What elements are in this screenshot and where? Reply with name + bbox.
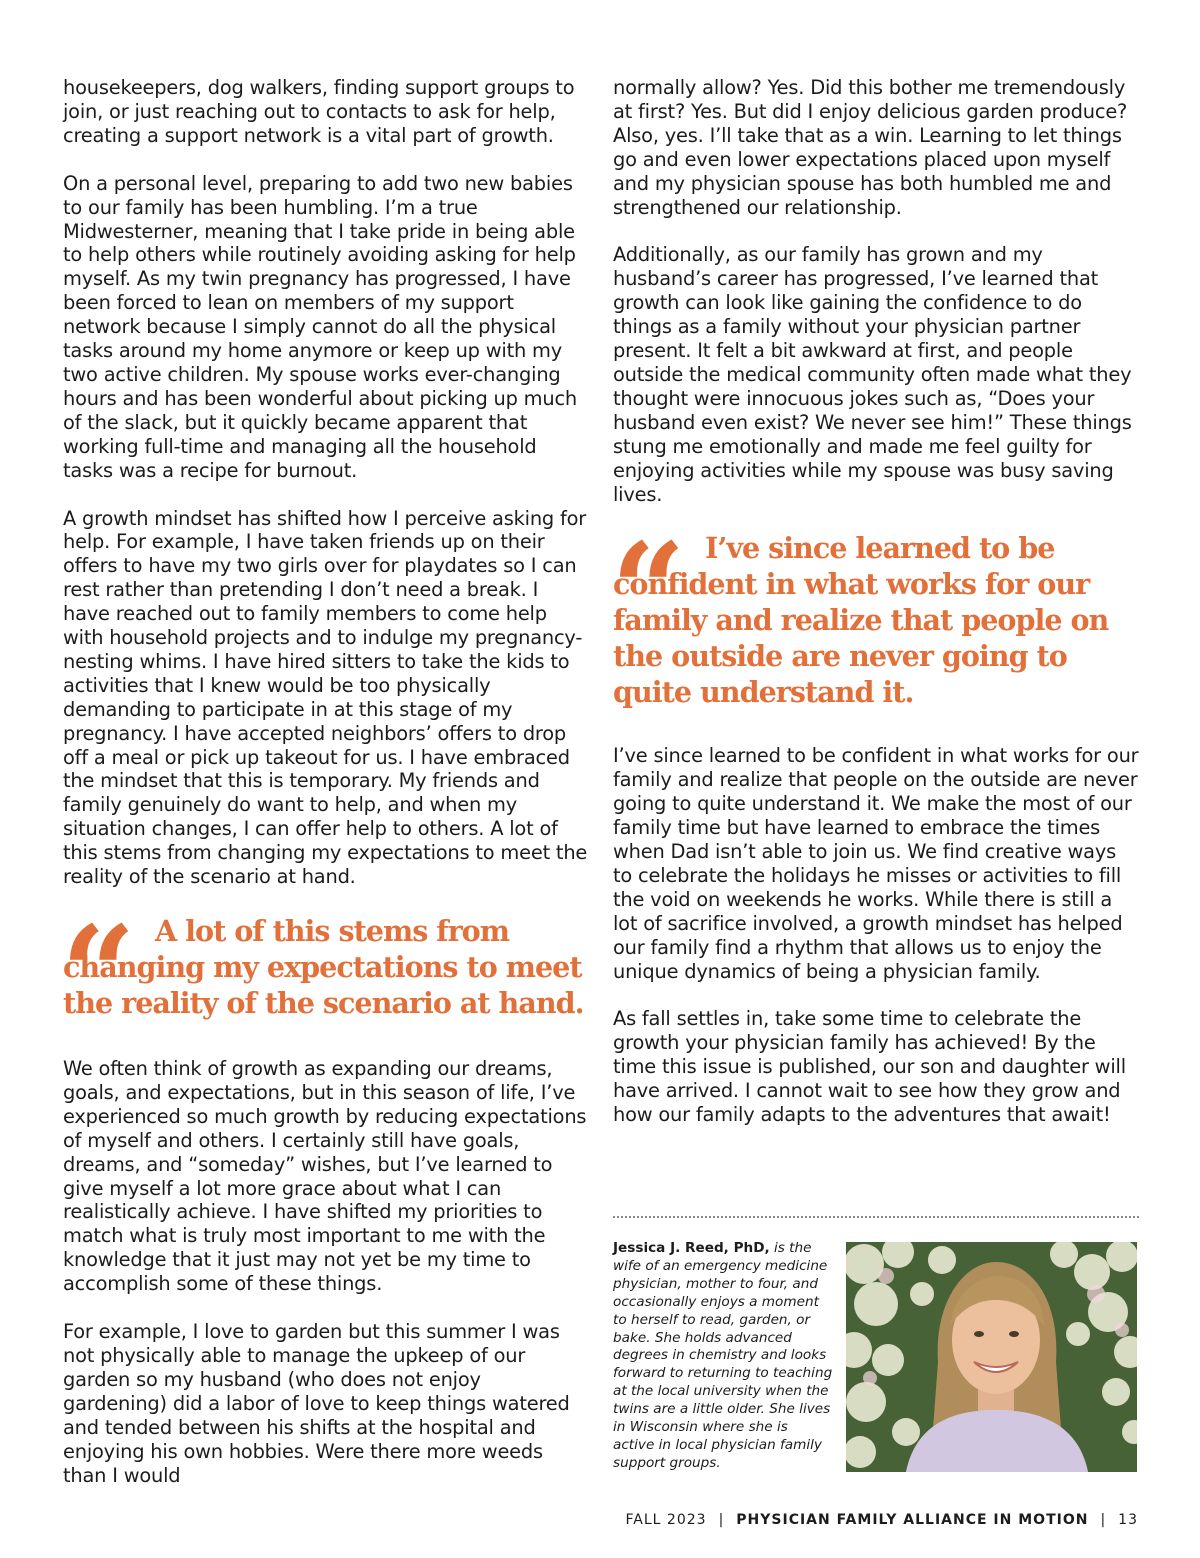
left-column — [63, 76, 588, 1511]
pull-quote-text: I’ve since learned to be confident in what works for our family and realize that people on the outside are never going to quite understand it. — [613, 531, 1109, 710]
body-paragraph: housekeepers, dog walkers, finding support groups to join, or just reaching out to contacts to ask for help, creating a support network is a vital part of growth. — [63, 76, 575, 147]
author-bio — [613, 1240, 833, 1473]
pull-quote — [61, 897, 588, 1050]
footer-publication: PHYSICIAN FAMILY ALLIANCE IN MOTION — [736, 1512, 1089, 1528]
body-paragraph: I’ve since learned to be confident in what works for our family and realize that people on the outside are never going to quite understand it. We make the most of our family time but have learned to embrace the times when Dad isn’t able to join us. We find creative ways to celebrate the holidays he misses or activities to fill the void on weekends he works. While there is still a lot of sacrifice involved, a growth mindset has helped our family find a rhythm that allows us to enjoy the unique dynamics of being a physician family. — [613, 744, 1139, 983]
body-paragraph: For example, I love to garden but this summer I was not physically able to manage the upkeep of our garden so my husband (who does not enjoy gardening) did a labor of love to keep things watered and tended between his shifts at the hospital and enjoying his own hobbies. Were there more weeds than I would — [63, 1320, 570, 1487]
footer-separator: | — [1100, 1512, 1107, 1528]
body-paragraph: A growth mindset has shifted how I perceive asking for help. For example, I have taken friends up on their offers to have my two girls over for playdates so I can rest rather than pretending I don’t need a break. I have reached out to family members to come help with household projects and to indulge my pregnancy-nesting whims. I have hired sitters to take the kids to activities that I knew would be too physically demanding to participate in at this stage of my pregnancy. I have accepted neighbors’ offers to drop off a meal or pick up takeout for us. I have embraced the mindset that this is temporary. My friends and family genuinely do want to help, and when my situation changes, I can offer help to others. A lot of this stems from changing my expectations to meet the reality of the scenario at hand. — [63, 506, 588, 889]
body-paragraph: We often think of growth as expanding our dreams, goals, and expectations, but in this season of life, I’ve experienced so much growth by reducing expectations of myself and others. I certainly still have goals, dreams, and “someday” wishes, but I’ve learned to give myself a lot more grace about what I can realistically achieve. I have shifted my priorities to match what is truly most important to me with the knowledge that it just may not yet be my time to accomplish some of these things. — [63, 1057, 587, 1296]
dotted-divider — [613, 1216, 1139, 1218]
body-paragraph: On a personal level, preparing to add two new babies to our family has been humbling. I’m a true Midwesterner, meaning that I take pride in being able to help others while routinely avoiding asking for help myself. As my twin pregnancy has progressed, I have been forced to lean on members of my support network because I simply cannot do all the physical tasks around my home anymore or keep up with my two active children. My spouse works ever-changing hours and has been wonderful about picking up much of the slack, but it quickly became apparent that working full-time and managing all the household tasks was a recipe for burnout. — [63, 171, 578, 482]
body-paragraph: normally allow? Yes. Did this bother me tremendously at first? Yes. But did I enjoy delicious garden produce? Also, yes. I’ll take that as a win. Learning to let things go and even lower expectations placed upon myself and my physician spouse has both humbled me and strengthened our relationship. — [613, 76, 1128, 219]
page-footer — [626, 1512, 1138, 1528]
right-column — [613, 76, 1141, 1151]
quote-mark-icon: “ — [611, 514, 678, 668]
pull-quote — [611, 514, 1141, 710]
pull-quote-text: A lot of this stems from changing my expectations to meet the reality of the scenario at hand. — [63, 914, 584, 1020]
footer-separator: | — [718, 1512, 725, 1528]
body-paragraph: As fall settles in, take some time to celebrate the growth your physician family has achieved! By the time this issue is published, our son and daughter will have arrived. I cannot wait to see how they grow and how our family adapts to the adventures that await! — [613, 1007, 1126, 1127]
quote-mark-icon: “ — [61, 897, 128, 1050]
author-name: Jessica J. Reed, PhD, — [613, 1240, 770, 1256]
author-bio-text: is the wife of an emergency medicine physician, mother to four, and occasionally enjoys a moment to herself to read, garden, or bake. She holds advanced degrees in chemistry and looks forward to returning to teaching at the local university when the twins are a little older. She lives in Wisconsin where she is active in local physician family support groups. — [613, 1240, 833, 1471]
page-number: 13 — [1118, 1512, 1138, 1528]
author-photo — [846, 1242, 1137, 1472]
footer-season: FALL 2023 — [625, 1512, 707, 1528]
body-paragraph: Additionally, as our family has grown and my husband’s career has progressed, I’ve learned that growth can look like gaining the confidence to do things as a family without your physician partner present. It felt a bit awkward at first, and people outside the medical community often made what they thought were innocuous jokes such as, “Does your husband even exist? We never see him!” These things stung me emotionally and made me feel guilty for enjoying activities while my spouse was busy saving lives. — [613, 243, 1132, 506]
